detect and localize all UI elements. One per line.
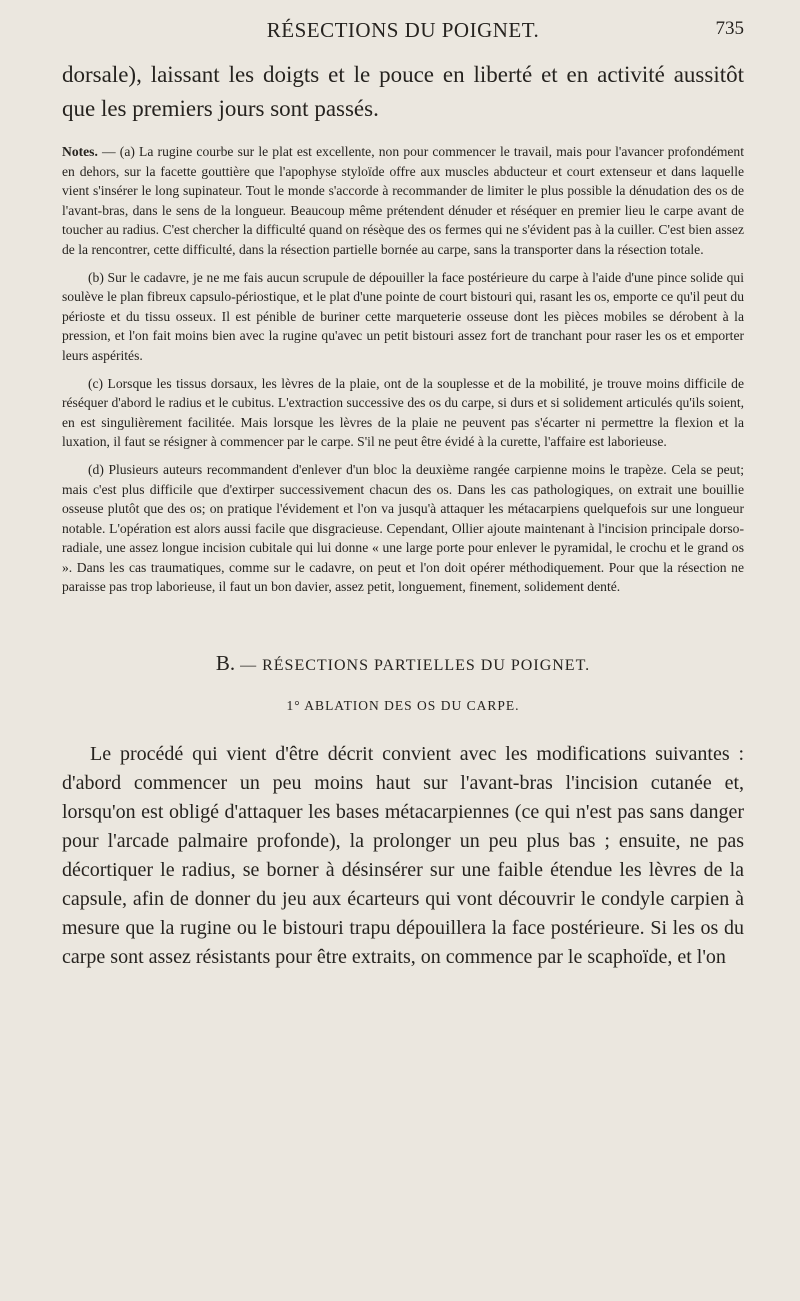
notes-label: Notes. bbox=[62, 144, 98, 159]
page-number: 735 bbox=[715, 18, 744, 39]
section-dash: — bbox=[235, 657, 263, 675]
body-paragraph: Le procédé qui vient d'être décrit convient avec les modifications suivantes : d'abord commencer un peu moins haut sur l'avant-bras l'incision cutanée et, lorsqu'on est obligé d'attaquer les bases métacarpiennes (ce qui n'est pas sans danger pour l'arcade palmaire profonde), la prolonger un peu plus bas ; ensuite, ne pas décortiquer le radius, se borner à désinsérer sur une faible étendue les lèvres de la capsule, afin de donner du jeu aux écarteurs qui vont découvrir le condyle carpien à mesure que la rugine ou le bistouri trapu dépouillera la face postérieure. Si les os du carpe sont assez résistants pour être extraits, on commence par le scaphoïde, et l'on bbox=[62, 743, 744, 969]
note-b: (b) Sur le cadavre, je ne me fais aucun scrupule de dépouiller la face postérieure du carpe à l'aide d'une pince solide qui soulève le plan fibreux capsulo-périostique, et le plat d'une pointe de court bistouri qui, rasant les os, emporte ce qu'il peut du périoste et du tissu osseux. Il est pénible de buriner cette marqueterie osseuse dont les pièces mobiles se dérobent à la pression, et l'on fait moins bien avec la rugine qu'avec un petit bistouri assez fort de tranchant pour raser les os et emporter leurs aspérités. bbox=[62, 269, 744, 363]
running-title: RÉSECTIONS DU POIGNET. bbox=[266, 18, 540, 42]
notes-block bbox=[62, 142, 744, 597]
note-a bbox=[62, 142, 744, 260]
section-title: RÉSECTIONS PARTIELLES DU POIGNET. bbox=[262, 657, 591, 675]
section-heading bbox=[62, 651, 744, 676]
section-letter: B. bbox=[215, 651, 236, 676]
subsection-heading: 1° ABLATION DES OS DU CARPE. bbox=[286, 698, 520, 714]
note-d: (d) Plusieurs auteurs recommandent d'enlever d'un bloc la deuxième rangée carpienne moins le trapèze. Cela se peut; mais c'est plus difficile que d'extirper successivement chacun des os. Dans les cas pathologiques, on extrait une bouillie osseuse plutôt que des os; on pratique l'évidement et l'on va jusqu'à attaquer les métacarpiens quelquefois sur une longueur notable. L'opération est alors aussi facile que disgracieuse. Cependant, Ollier ajoute maintenant à l'incision principale dorso-radiale, une assez longue incision cubitale qui lui donne « une large porte pour enlever le pyramidal, le crochu et le grand os ». Dans les cas traumatiques, comme sur le cadavre, on peut et l'on doit opérer méthodiquement. Pour que la résection ne paraisse pas trop laborieuse, il faut un bon davier, assez petit, longuement, finement, solidement denté. bbox=[62, 461, 744, 595]
running-head bbox=[62, 18, 744, 58]
notes-dash: — bbox=[97, 144, 120, 159]
lead-paragraph: dorsale), laissant les doigts et le pouce en liberté et en activité aussitôt que les premiers jours sont passés. bbox=[62, 62, 744, 121]
note-a-text: (a) La rugine courbe sur le plat est excellente, non pour commencer le travail, mais pour l'avancer profondément en dehors, sur la facette gouttière que l'apophyse styloïde offre aux muscles abducteur et court extenseur et dans laquelle vient s'insérer le long supinateur. Tout le monde s'accorde à recommander de limiter le plus possible la dénudation des os de l'avant-bras, dans le sens de la longueur. Beaucoup même prétendent dénuder et réséquer en premier lieu le carpe avant de toucher au radius. C'est chercher la difficulté quand on résèque des os fermes qui ne s'évident pas à la cuiller. C'est bien assez de la rencontrer, cette difficulté, dans la résection partielle bornée au carpe, sans la transporter dans la résection totale. bbox=[62, 144, 745, 257]
note-c: (c) Lorsque les tissus dorsaux, les lèvres de la plaie, ont de la souplesse et de la mobilité, je trouve moins difficile de réséquer d'abord le radius et le cubitus. L'extraction successive des os du carpe, si durs et si solidement articulés qu'ils soient, en est singulièrement facilitée. Mais lorsque les lèvres de la plaie ne peuvent pas s'écarter ni permettre la flexion et la luxation, il faut se résigner à commencer par le carpe. S'il ne peut être évidé à la curette, l'affaire est laborieuse. bbox=[62, 375, 744, 450]
